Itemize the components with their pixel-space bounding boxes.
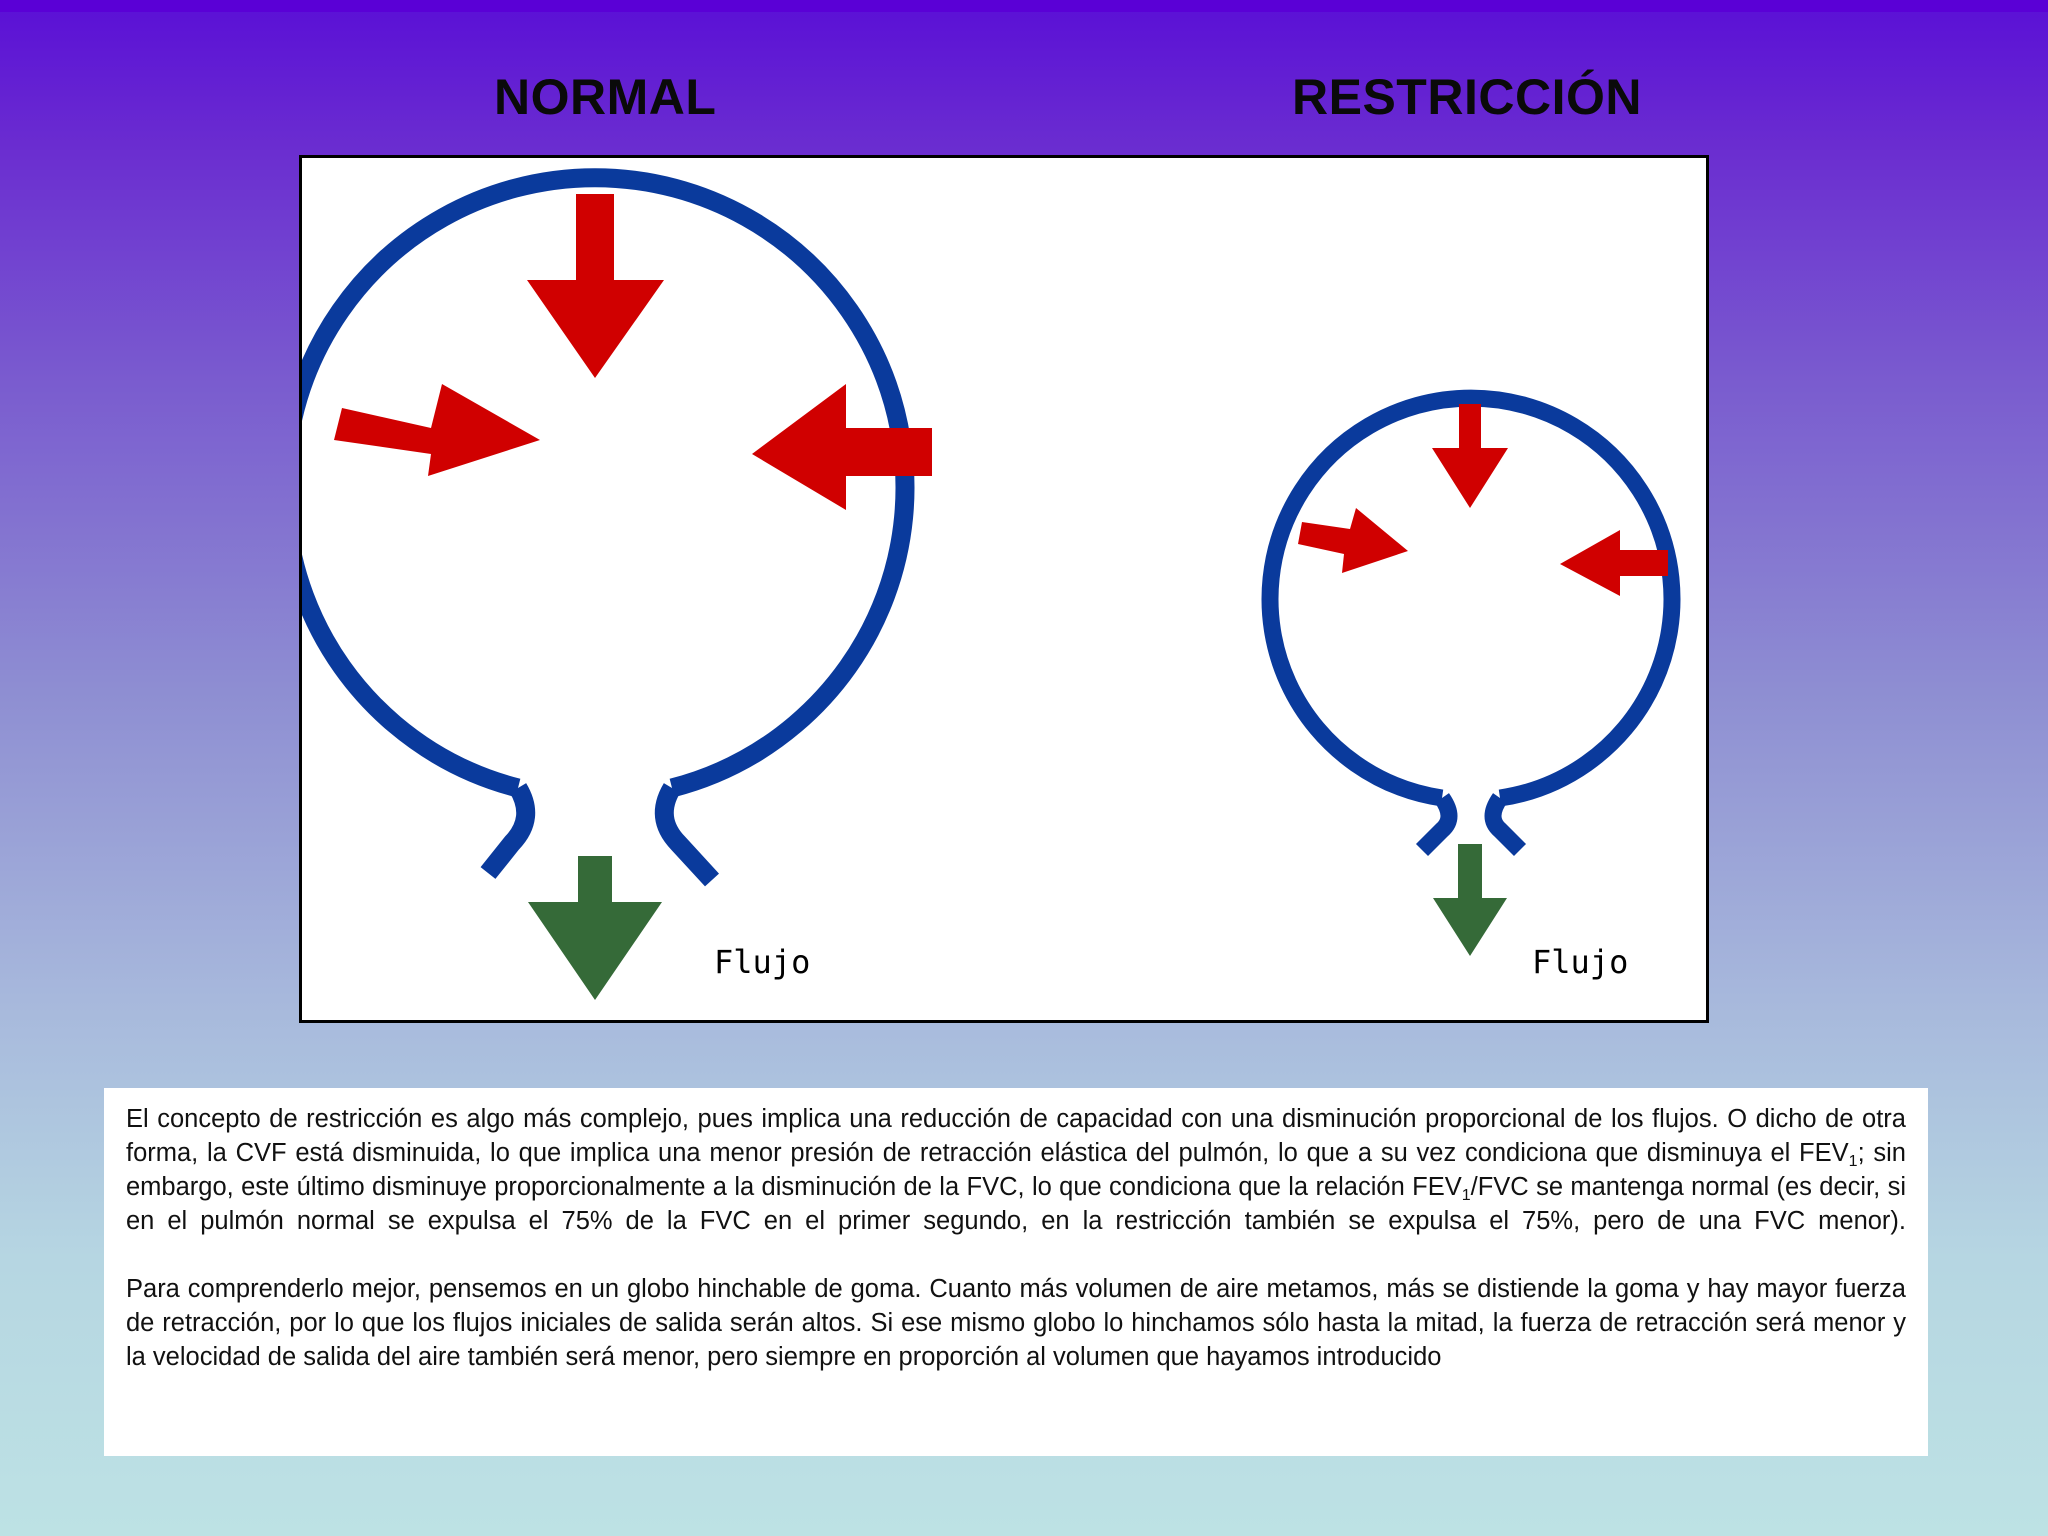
top-band (0, 0, 2048, 12)
paragraph-1-part-b: ; sin embargo, este último disminuye proporcionalmente a la disminución de la FVC, lo que condiciona que la relación FEV (126, 1139, 1906, 1201)
heading-normal: NORMAL (494, 69, 717, 125)
restriction-pressure-arrow-left (1298, 508, 1408, 573)
explanation-box (104, 1088, 1928, 1456)
restriction-pressure-arrow-right (1560, 530, 1668, 596)
paragraph-1-part-c: /FVC se mantenga normal (es decir, si en el pulmón normal se expulsa el 75% de la FVC en el primer segundo, en la restricción también se expulsa el 75%, pero de una FVC menor). (126, 1173, 1906, 1235)
restriction-flow-arrow (1433, 844, 1507, 956)
normal-pressure-arrow-left (334, 384, 540, 476)
heading-restriction: RESTRICCIÓN (1292, 69, 1642, 125)
explanation-paragraph-2: Para comprenderlo mejor, pensemos en un globo hinchable de goma. Cuanto más volumen de aire metamos, más se distiende la goma y hay mayor fuerza de retracción, por lo que los flujos iniciales de salida serán altos. Si ese mismo globo lo hinchamos sólo hasta la mitad, la fuerza de retracción será menor y la velocidad de salida del aire también será menor, pero siempre en proporción al volumen que hayamos introducido (126, 1275, 1906, 1371)
fev-subscript-2: 1 (1461, 1187, 1471, 1204)
normal-neck-left (488, 788, 526, 873)
explanation-paragraph-1 (126, 1102, 1906, 1238)
restriction-balloon (1270, 398, 1672, 981)
normal-neck-right (664, 788, 712, 880)
diagram-panel (299, 155, 1709, 1023)
restriction-neck-left (1422, 798, 1449, 850)
normal-flow-arrow (528, 856, 662, 1000)
normal-balloon (302, 178, 932, 1000)
restriction-pressure-arrow-top (1432, 404, 1508, 508)
restriction-neck-right (1493, 798, 1520, 850)
restriction-flow-label: Flujo (1532, 943, 1629, 981)
paragraph-1-part-a: El concepto de restricción es algo más complejo, pues implica una reducción de capacidad con una disminución proporcional de los flujos. O dicho de otra forma, la CVF está disminuida, lo que implica una menor presión de retracción elástica del pulmón, lo que a su vez condiciona que disminuya el FEV (126, 1105, 1906, 1167)
normal-flow-label: Flujo (714, 943, 811, 981)
normal-pressure-arrow-top (527, 194, 664, 378)
fev-subscript-1: 1 (1848, 1153, 1858, 1170)
balloon-diagram (302, 158, 1706, 1020)
